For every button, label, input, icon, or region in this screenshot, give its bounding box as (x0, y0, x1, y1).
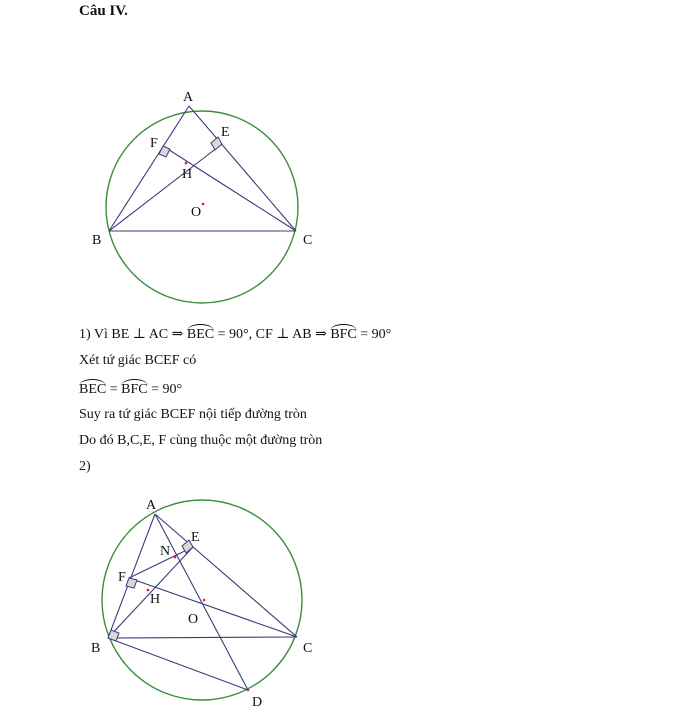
proof-line-5: Do đó B,C,E, F cùng thuộc một đường tròn (79, 433, 323, 448)
label-n-2: N (160, 544, 171, 559)
side-ac-1 (189, 106, 296, 231)
angle-bec: BEC (186, 327, 215, 342)
point-n-2 (174, 556, 177, 559)
point-o-1 (202, 203, 205, 206)
altitude-cf-2 (129, 578, 297, 637)
angle-bec-2: BEC (79, 382, 107, 397)
segment-bd-2 (108, 638, 248, 690)
circumcircle-1 (106, 111, 298, 303)
proof-line-4: Suy ra tứ giác BCEF nội tiếp đường tròn (79, 407, 307, 422)
angle-bfc: BFC (330, 327, 357, 342)
label-e-2: E (191, 530, 200, 545)
label-h-2: H (150, 592, 161, 607)
label-c-2: C (303, 641, 313, 656)
label-o-2: O (188, 612, 199, 627)
proof-line-1-part-1: 1) Vì BE ⊥ AC ⇒ (79, 327, 187, 342)
figure-1 (92, 90, 312, 303)
proof-line-2: Xét tứ giác BCEF có (79, 353, 197, 368)
label-o-1: O (191, 205, 202, 220)
label-b-2: B (91, 641, 101, 656)
proof-line-1-part-2: = 90°, CF ⊥ AB ⇒ (214, 327, 331, 342)
label-f-2: F (118, 570, 126, 585)
diameter-ad-2 (155, 514, 248, 690)
point-d-2 (247, 689, 250, 692)
label-b-1: B (92, 233, 102, 248)
angle-bfc-2: BFC (121, 382, 148, 397)
proof-line-1-part-3: = 90° (356, 327, 392, 342)
label-c-1: C (303, 233, 313, 248)
label-f-1: F (150, 136, 158, 151)
proof-line-3-value: = 90° (147, 382, 183, 397)
label-d-2: D (252, 695, 263, 710)
point-h-1 (185, 162, 188, 165)
right-angle-mark-f-2 (126, 578, 137, 588)
label-a-1: A (183, 90, 194, 105)
circumcircle-2 (102, 500, 302, 700)
right-angle-mark-f-1 (159, 146, 170, 157)
point-o-2 (203, 599, 206, 602)
proof-line-3 (79, 382, 182, 398)
point-h-2 (147, 589, 150, 592)
altitude-cf-1 (163, 146, 296, 231)
side-ab-2 (108, 514, 155, 638)
side-ab-1 (109, 106, 189, 231)
figure-2 (91, 498, 312, 710)
proof-line-6: 2) (79, 459, 91, 474)
label-h-1: H (182, 167, 193, 182)
question-heading: Câu IV. (79, 3, 128, 19)
proof-line-3-eq: = (106, 382, 122, 397)
label-a-2: A (146, 498, 157, 513)
side-bc-2 (108, 637, 297, 638)
label-e-1: E (221, 125, 230, 140)
proof-line-1 (79, 326, 391, 343)
